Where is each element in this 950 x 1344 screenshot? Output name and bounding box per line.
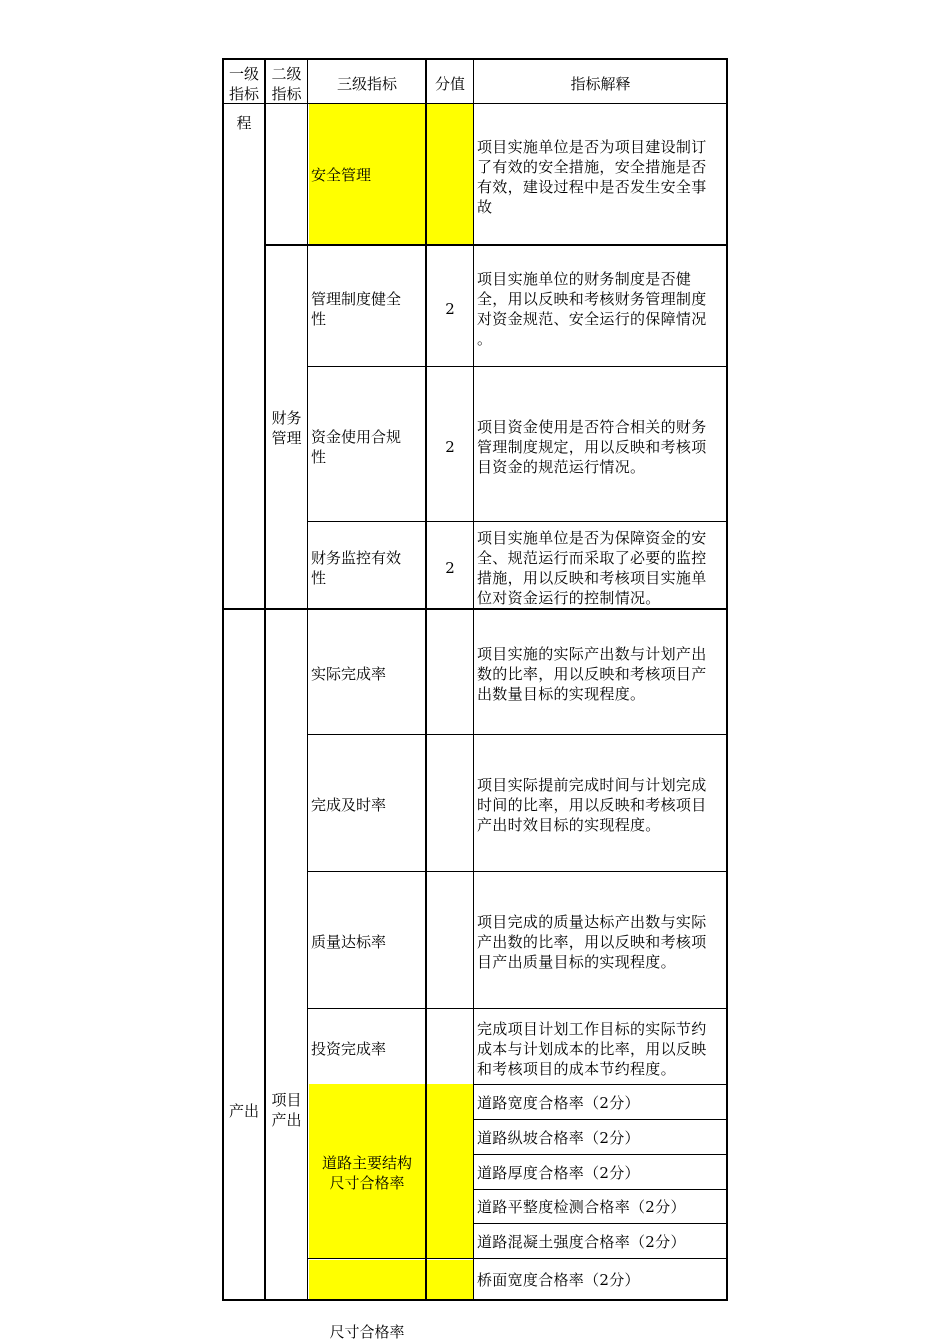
header-score: 分值 bbox=[434, 75, 465, 93]
header-explain: 指标解释 bbox=[570, 75, 631, 93]
row-explain-actual-completion: 项目实施的实际产出数与计划产出 数的比率，用以反映和考核项目产 出数量目标的实现程度。 bbox=[477, 645, 707, 703]
row-name-actual-completion: 实际完成率 bbox=[311, 665, 387, 683]
row-name-timeliness: 完成及时率 bbox=[311, 796, 387, 814]
level2-finance: 财务 管理 bbox=[271, 409, 302, 447]
road-item-thickness: 道路厚度合格率（2分） bbox=[477, 1164, 640, 1182]
row-explain-mgmt-system: 项目实施单位的财务制度是否健 全，用以反映和考核财务管理制度 对资金规范、安全运行的保障情况 。 bbox=[477, 270, 707, 348]
row-explain-quality: 项目完成的质量达标产出数与实际 产出数的比率，用以反映和考核项 目产出质量目标的实现程度。 bbox=[477, 913, 707, 971]
row-name-safety: 安全管理 bbox=[311, 165, 372, 184]
row-name-fund-compliance: 资金使用合规 性 bbox=[311, 428, 402, 466]
road-item-slope: 道路纵坡合格率（2分） bbox=[477, 1129, 640, 1147]
row-explain-finance-monitor: 项目实施单位是否为保障资金的安 全、规范运行而采取了必要的监控 措施，用以反映和考核项目实施单 位对资金运行的控制情况。 bbox=[477, 529, 707, 607]
header-level2: 二级 指标 bbox=[271, 65, 302, 103]
row-score-mgmt-system: 2 bbox=[445, 300, 455, 318]
header-level3: 三级指标 bbox=[336, 75, 397, 93]
overflow-text: 尺寸合格率 bbox=[329, 1323, 405, 1341]
highlight-bridge-name bbox=[309, 1260, 425, 1300]
row-explain-safety: 项目实施单位是否为项目建设制订 了有效的安全措施，安全措施是否 有效，建设过程中是否发生安全事 故 bbox=[477, 138, 707, 216]
row-score-fund-compliance: 2 bbox=[445, 438, 455, 456]
road-item-width: 道路宽度合格率（2分） bbox=[477, 1094, 640, 1112]
row-name-quality: 质量达标率 bbox=[311, 933, 387, 951]
row-score-finance-monitor: 2 bbox=[445, 559, 455, 577]
level1-process-tail: 程 bbox=[236, 114, 252, 132]
row-explain-timeliness: 项目实际提前完成时间与计划完成 时间的比率，用以反映和考核项目 产出时效目标的实现程度。 bbox=[477, 776, 707, 834]
bridge-item-width: 桥面宽度合格率（2分） bbox=[477, 1271, 640, 1289]
highlight-safety-score bbox=[427, 104, 473, 245]
highlight-road-score bbox=[427, 1084, 473, 1258]
row-name-finance-monitor: 财务监控有效 性 bbox=[311, 549, 402, 587]
road-structure-name: 道路主要结构 尺寸合格率 bbox=[321, 1154, 412, 1192]
level2-project-output: 项目 产出 bbox=[271, 1091, 302, 1129]
row-explain-fund-compliance: 项目资金使用是否符合相关的财务 管理制度规定，用以反映和考核项 目资金的规范运行情况。 bbox=[477, 418, 707, 476]
row-name-investment: 投资完成率 bbox=[311, 1040, 387, 1058]
header-level1: 一级 指标 bbox=[228, 65, 259, 103]
highlight-bridge-score bbox=[427, 1260, 473, 1300]
row-name-mgmt-system: 管理制度健全 性 bbox=[311, 290, 402, 328]
level1-output: 产出 bbox=[228, 1102, 259, 1120]
road-item-flatness: 道路平整度检测合格率（2分） bbox=[477, 1198, 686, 1216]
row-explain-investment: 完成项目计划工作目标的实际节约 成本与计划成本的比率，用以反映 和考核项目的成本节约程度。 bbox=[477, 1020, 707, 1078]
road-item-concrete: 道路混凝土强度合格率（2分） bbox=[477, 1233, 686, 1251]
